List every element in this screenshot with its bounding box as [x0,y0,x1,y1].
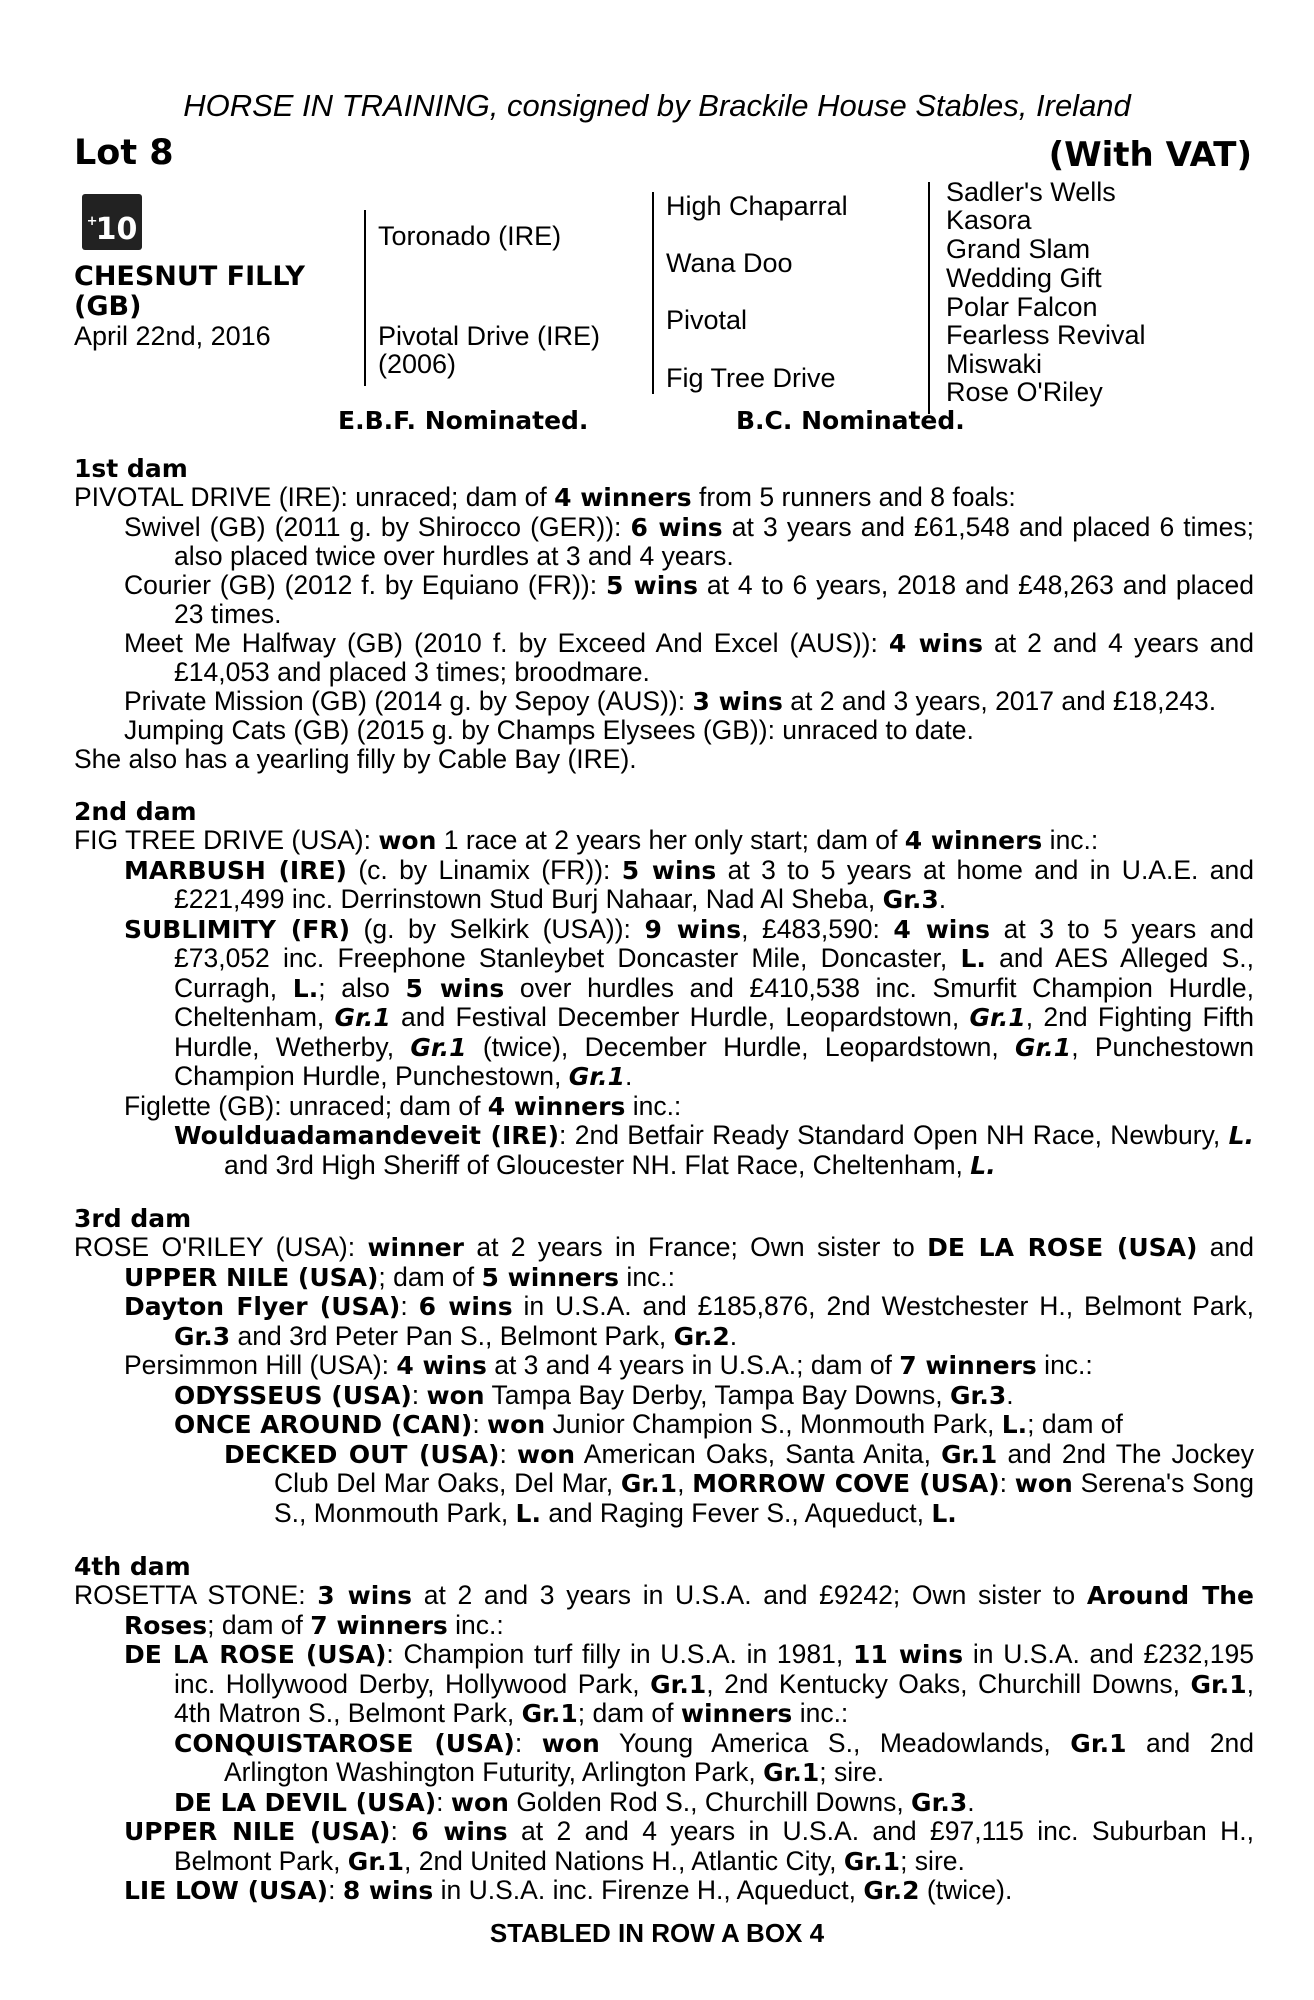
text-run: ; sire. [900,1845,965,1876]
bold-text: Gr.1 [410,1032,467,1062]
bold-text: won [378,826,437,855]
text-run: : [328,1875,343,1905]
stable-location: STABLED IN ROW A BOX 4 [489,1918,825,1948]
bold-text: Gr.1 [347,1846,404,1876]
progeny-entry [74,1788,1254,1818]
bold-text: 9 wins [644,914,742,944]
text-run: at 3 to 5 years at home and in U.A.E. and £221,499 inc. Derrinstown Stud Burj Nahaar, Nad Al Sheba, [174,854,1254,914]
text-run: inc.: [1036,1350,1093,1380]
text-run: American Oaks, Santa Anita, [575,1438,942,1469]
bold-text: 11 wins [852,1640,964,1669]
bold-text: 4 wins [396,1351,487,1380]
pedigree-gen2-item: Pivotal [666,305,748,335]
text-run: in U.S.A. and £232,195 inc. Hollywood Derby, Hollywood Park, [174,1639,1254,1699]
bold-text: ODYSSEUS (USA) [174,1380,412,1410]
dam-paragraph [74,1581,1254,1640]
text-run: Persimmon Hill (USA): [124,1350,397,1380]
text-run: at 4 to 6 years, 2018 and £48,263 and placed 23 times. [174,569,1254,629]
text-run: at 2 and 4 years in U.S.A. and £97,115 inc. Suburban H., Belmont Park, [174,1816,1254,1876]
pedigree-gen3-item: Grand Slam [946,234,1091,264]
bold-text: 4 winners [554,483,692,512]
pedigree-gen3-item: Fearless Revival [946,320,1146,350]
text-run: Meet Me Halfway (GB) (2010 f. by Exceed And Excel (AUS)): [124,627,889,658]
text-run: Serena's Song S., Monmouth Park, [274,1468,1254,1528]
pedigree-line-gen2 [652,192,654,394]
text-run: at 2 and 3 years in U.S.A. and £9242; Own sister to [412,1580,1087,1610]
bold-text: Around The Roses [124,1581,1254,1640]
bold-text: Gr.1 [1015,1032,1072,1062]
bold-text: DECKED OUT (USA) [224,1439,500,1469]
text-run: and 3rd High Sheriff of Gloucester NH. Flat Race, Cheltenham, [224,1149,971,1180]
text-run: , 2nd Kentucky Oaks, Churchill Downs, [706,1668,1191,1699]
bold-text: L. [960,944,986,973]
bold-text: Gr.1 [941,1439,998,1469]
text-run: . [938,884,947,914]
progeny-entry [74,1817,1254,1876]
dam-note [74,745,1254,774]
text-run: and Raging Fever S., Aqueduct, [540,1497,932,1528]
text-run: She also has a yearling filly by Cable Bay (IRE). [74,743,637,774]
text-run: , 4th Matron S., Belmont Park, [174,1668,1254,1728]
text-run: Swivel (GB) (2011 g. by Shirocco (GER)): [124,511,631,542]
progeny-entry [74,915,1254,1092]
bold-text: winners [680,1699,793,1728]
text-run: ; dam of [207,1609,311,1640]
bold-text: L. [1001,1410,1028,1439]
bold-text: Gr.1 [843,1846,901,1876]
text-run: , [677,1468,693,1498]
bold-text: MORROW COVE (USA) [692,1469,1000,1498]
consignment-header: HORSE IN TRAINING, consigned by Brackile House Stables, Ireland [183,88,1131,123]
text-run: : [400,1291,419,1321]
progeny-entry [74,629,1254,687]
pedigree-gen3-item: Kasora [946,205,1032,235]
section-heading-3rd-dam: 3rd dam [74,1204,192,1233]
bold-text: Gr.1 [521,1699,578,1728]
bold-text: 6 wins [411,1817,508,1846]
section-heading-4th-dam: 4th dam [74,1552,191,1581]
bold-text: Gr.3 [950,1380,1007,1410]
progeny-entry [74,1381,1254,1411]
bold-text: Gr.1 [334,1003,391,1032]
bold-text: 5 wins [405,973,505,1003]
horse-description [74,262,364,322]
text-run: : [999,1468,1015,1498]
text-run: PIVOTAL DRIVE (IRE): unraced; dam of [74,482,555,512]
pedigree-gen3-item: Miswaki [946,349,1043,379]
vat-label: (With VAT) [1048,135,1252,175]
bold-text: L. [1228,1121,1254,1150]
bold-text: 6 wins [418,1292,513,1321]
bold-text: Gr.1 [1190,1669,1247,1699]
text-run: from 5 runners and 8 foals: [691,482,1016,512]
bold-text: Gr.2 [673,1321,730,1351]
text-run: in U.S.A. inc. Firenze H., Aqueduct, [433,1875,864,1905]
catalogue-body [74,454,1254,1906]
progeny-entry [74,1640,1254,1729]
progeny-entry [74,1440,1254,1529]
text-run: : 2nd Betfair Ready Standard Open NH Race, Newbury, [559,1120,1229,1150]
date-of-birth: April 22nd, 2016 [74,321,271,351]
text-run: , 2nd Fighting Fifth Hurdle, Wetherby, [174,1002,1254,1062]
progeny-entry [74,513,1254,571]
text-run: and [1197,1232,1254,1262]
bold-text: winner [367,1233,464,1262]
bold-text: UPPER NILE (USA) [124,1817,391,1846]
pedigree-sire: Toronado (IRE) [378,221,562,251]
bold-text: Gr.3 [882,885,939,914]
bold-text: 5 wins [605,570,698,600]
text-run: at 3 years and £61,548 and placed 6 times; also placed twice over hurdles at 3 and 4 years. [174,511,1254,571]
bold-text: 3 wins [692,686,783,716]
bold-text: L. [292,973,319,1003]
section-heading-1st-dam: 1st dam [74,454,188,483]
bold-text: MARBUSH (IRE) [124,855,347,885]
text-run: Private Mission (GB) (2014 g. by Sepoy (AUS)): [124,685,693,716]
bold-text: won [517,1439,576,1469]
bold-text: 5 winners [481,1262,620,1292]
ebf-nomination: E.B.F. Nominated. [338,406,589,435]
text-run: Tampa Bay Derby, Tampa Bay Downs, [484,1379,951,1410]
bold-text: L. [970,1150,996,1180]
text-run: ; dam of [378,1261,482,1292]
bold-text: 4 wins [893,914,991,944]
bold-text: Woulduadamandeveit (IRE) [174,1121,560,1150]
bold-text: 4 winners [904,826,1043,855]
text-run: Junior Champion S., Monmouth Park, [545,1409,1002,1439]
bold-text: Gr.1 [1070,1728,1127,1758]
text-run: and Festival December Hurdle, Leopardstown, [390,1002,970,1032]
bold-text: 8 wins [342,1876,434,1905]
bold-text: Gr.3 [911,1787,968,1817]
bold-text: won [450,1787,509,1817]
bold-text: Gr.3 [174,1321,231,1351]
bold-text: 4 winners [487,1091,626,1121]
pedigree-gen3-item: Sadler's Wells [946,177,1116,207]
bold-text: 3 wins [317,1581,413,1610]
text-run: at 2 and 4 years and £14,053 and placed 3 times; broodmare. [174,627,1254,687]
pedigree-gen2-item: Wana Doo [666,248,793,278]
text-run: 1 race at 2 years her only start; dam of [436,825,905,855]
text-run: Young America S., Meadowlands, [599,1727,1071,1758]
bold-text: Gr.1 [568,1062,625,1091]
text-run: , 2nd United Nations H., Atlantic City, [403,1845,844,1876]
text-run: (twice), December Hurdle, Leopardstown, [466,1031,1016,1062]
text-run: . [729,1320,738,1351]
dam-paragraph [74,826,1254,856]
progeny-entry [74,1410,1254,1440]
progeny-entry [74,1876,1254,1906]
text-run: inc.: [1042,825,1099,855]
bold-text: 5 wins [621,855,717,885]
bold-text: won [487,1410,546,1439]
dam-paragraph [74,1233,1254,1292]
bold-text: Gr.1 [650,1669,707,1699]
bold-text: CONQUISTAROSE (USA) [174,1728,515,1758]
bold-text: UPPER NILE (USA) [124,1262,379,1292]
text-run: at 2 and 3 years, 2017 and £18,243. [782,685,1217,716]
badge-plus: + [86,214,98,229]
pedigree-gen3-item: Rose O'Riley [946,377,1103,407]
rating-badge-icon [82,194,142,250]
bold-text: Gr.1 [969,1003,1026,1032]
dam-paragraph [74,483,1254,513]
pedigree-gen3-item: Wedding Gift [946,263,1102,293]
text-run: inc.: [792,1698,849,1728]
text-run: and 2nd Arlington Washington Futurity, Arlington Park, [224,1727,1255,1787]
text-run: Jumping Cats (GB) (2015 g. by Champs Elysees (GB)): unraced to date. [124,715,974,745]
bold-text: LIE LOW (USA) [124,1876,329,1905]
pedigree-gen2-item: High Chaparral [666,191,848,221]
text-run: : Champion turf filly in U.S.A. in 1981, [386,1639,853,1669]
text-run: and 3rd Peter Pan S., Belmont Park, [230,1320,674,1351]
text-run: ; sire. [819,1757,885,1787]
pedigree-line-gen3 [928,182,930,414]
progeny-entry [74,687,1254,717]
bold-text: DE LA ROSE (USA) [927,1233,1198,1262]
text-run: inc.: [619,1261,676,1292]
bold-text: 7 winners [310,1610,448,1640]
progeny-entry [74,1092,1254,1122]
pedigree-dam-year: (2006) [378,349,457,379]
text-run: ROSE O'RILEY (USA): [74,1232,368,1262]
bold-text: 4 wins [888,628,984,658]
text-run: Golden Rod S., Churchill Downs, [508,1786,912,1817]
text-run: inc.: [625,1090,682,1121]
text-run: : [472,1409,488,1439]
text-run: inc.: [447,1609,504,1640]
text-run: (c. by Linamix (FR)): [346,854,622,885]
bold-text: 6 wins [630,512,723,542]
bold-text: DE LA DEVIL (USA) [174,1787,437,1817]
pedigree-gen2-item: Fig Tree Drive [666,363,836,393]
text-run: , Punchestown Champion Hurdle, Punchestown, [174,1031,1254,1091]
pedigree-line-gen1 [364,210,366,386]
bold-text: SUBLIMITY (FR) [124,914,350,944]
text-run: : [499,1438,518,1469]
text-run: FIG TREE DRIVE (USA): [74,825,379,855]
badge-number: 10 [95,212,138,247]
text-run: in U.S.A. and £185,876, 2nd Westchester H., Belmont Park, [512,1291,1255,1321]
bold-text: won [426,1380,485,1410]
text-run: : [514,1727,542,1758]
text-run: ROSETTA STONE: [74,1580,318,1610]
horse-sex: CHESNUT FILLY [74,261,305,292]
bold-text: won [1014,1469,1073,1498]
progeny-entry [74,1351,1254,1381]
progeny-entry [74,1729,1254,1788]
lot-number: Lot 8 [74,133,174,173]
text-run: : [436,1786,451,1817]
text-run: ; dam of [1027,1409,1123,1439]
text-run: at 3 to 5 years and £73,052 inc. Freephone Stanleybet Doncaster Mile, Doncaster, [174,913,1254,973]
text-run: (g. by Selkirk (USA)): [350,913,645,944]
bold-text: L. [515,1498,541,1528]
text-run: . [624,1061,633,1091]
text-run: Courier (GB) (2012 f. by Equiano (FR)): [124,569,606,600]
text-run: . [1006,1379,1014,1410]
pedigree-dam: Pivotal Drive (IRE) [378,321,601,351]
bc-nomination: B.C. Nominated. [736,406,965,435]
text-run: . [967,1786,975,1817]
bold-text: Gr.2 [863,1876,920,1905]
bold-text: Gr.1 [620,1469,678,1498]
text-run: ; also [318,972,406,1003]
progeny-entry [74,856,1254,915]
text-run: : [390,1816,412,1846]
bold-text: L. [931,1498,957,1528]
bold-text: 7 winners [899,1351,1037,1380]
text-run: and AES Alleged S., Curragh, [174,943,1254,1003]
bold-text: ONCE AROUND (CAN) [174,1410,473,1439]
progeny-entry [74,716,1254,745]
text-run: at 3 and 4 years in U.S.A.; dam of [486,1350,900,1380]
section-heading-2nd-dam: 2nd dam [74,797,197,826]
text-run: : [411,1379,427,1410]
text-run: (twice). [919,1875,1013,1905]
text-run: and 2nd The Jockey Club Del Mar Oaks, Del Mar, [274,1438,1255,1498]
progeny-entry [74,1292,1254,1351]
text-run: at 2 years in France; Own sister to [463,1232,928,1262]
progeny-entry [74,571,1254,629]
pedigree-gen3-item: Polar Falcon [946,292,1098,322]
text-run: ; dam of [577,1698,681,1728]
text-run: , £483,590: [741,913,894,944]
text-run: Figlette (GB): unraced; dam of [124,1090,488,1121]
horse-origin: (GB) [74,291,142,322]
bold-text: DE LA ROSE (USA) [124,1640,387,1669]
bold-text: Gr.1 [763,1758,820,1787]
bold-text: won [541,1728,600,1758]
bold-text: Dayton Flyer (USA) [124,1292,401,1321]
text-run: over hurdles and £410,538 inc. Smurfit Champion Hurdle, Cheltenham, [174,972,1254,1032]
progeny-entry [74,1121,1254,1180]
